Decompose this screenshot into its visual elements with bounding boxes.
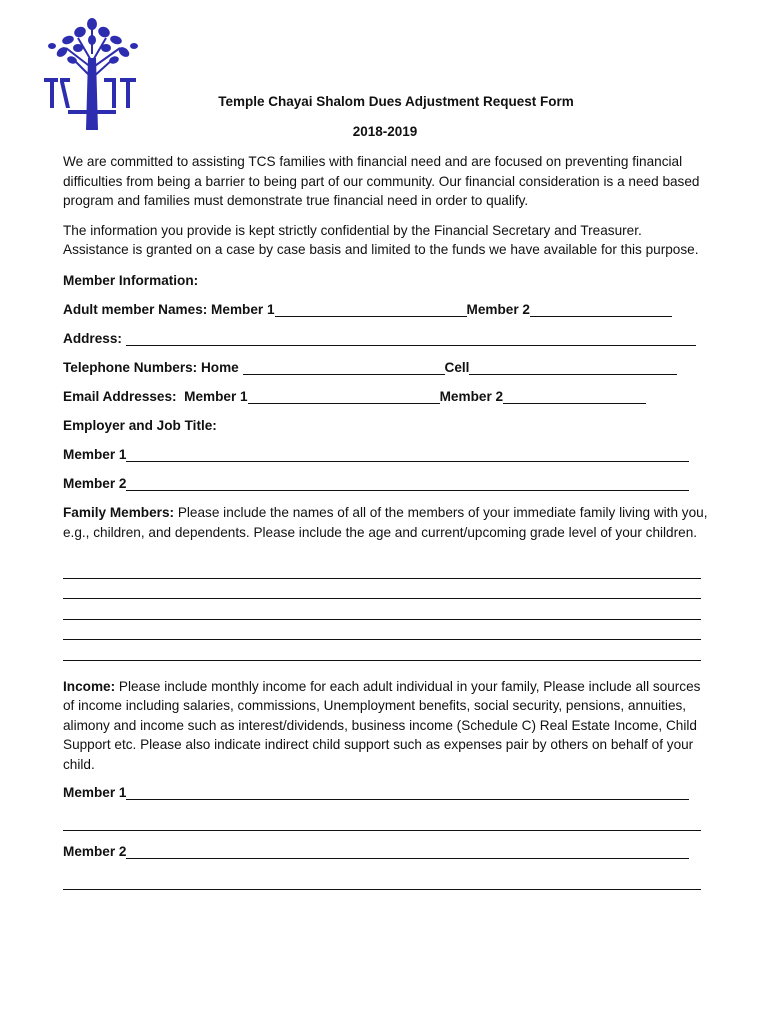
telephone-row (63, 359, 708, 377)
income-member2-line-2[interactable] (63, 861, 701, 890)
income-member2-label: Member 2 (63, 843, 127, 859)
intro-paragraph-2: The information you provide is kept strictly confidential by the Financial Secretary and Treasurer. Assistance is granted on a case by case basis and limited to the funds we have available for this purpose. (63, 222, 699, 258)
family-line-3[interactable] (63, 599, 701, 620)
address-row (63, 330, 708, 348)
adult-member2-label: Member 2 (466, 301, 530, 317)
family-line-5[interactable] (63, 640, 701, 661)
address-field[interactable] (126, 331, 696, 346)
adult-member2-field[interactable] (530, 302, 672, 317)
family-members-paragraph (63, 503, 708, 542)
email-member2-label: Member 2 (439, 388, 504, 404)
tree-logo-icon (38, 18, 146, 130)
income-member1-row (63, 784, 708, 802)
income-member1-line-2[interactable] (63, 802, 701, 831)
family-line-2[interactable] (63, 579, 701, 600)
employer-member1-field[interactable] (126, 447, 689, 462)
employer-member2-field[interactable] (126, 476, 689, 491)
home-phone-field[interactable] (243, 360, 445, 375)
family-members-lines (63, 558, 708, 661)
intro-paragraph-1: We are committed to assisting TCS families with financial need and are focused on preventing financial difficulties from being a barrier to being part of our community. Our financial consideration is a need based program and families must demonstrate true financial need in order to qualify. (63, 154, 700, 209)
form-year: 2018-2019 (352, 124, 418, 139)
family-line-1[interactable] (63, 558, 701, 579)
cell-label: Cell (444, 359, 470, 375)
employer-member1-label: Member 1 (63, 446, 127, 462)
email-member2-field[interactable] (503, 389, 646, 404)
income-paragraph (63, 677, 708, 775)
income-member1-field[interactable] (126, 785, 689, 800)
form-title: Temple Chayai Shalom Dues Adjustment Request Form (218, 94, 574, 109)
employer-member1-row (63, 446, 708, 464)
cell-phone-field[interactable] (469, 360, 677, 375)
income-label: Income: (63, 678, 116, 694)
email-member1-field[interactable] (248, 389, 440, 404)
telephone-label: Telephone Numbers: Home (63, 359, 243, 375)
employer-heading: Employer and Job Title: (63, 417, 217, 433)
income-text: Please include monthly income for each adult individual in your family, Please include all sources of income including salaries, commissions, Unemployment benefits, social security, pensions, annuities, alimony and income such as interest/dividends, business income (Schedule C) Real Estate Income, Child Support etc. Please also indicate indirect child support such as expenses pair by others on behalf of your child. (63, 678, 701, 773)
adult-names-label: Adult member Names: Member 1 (63, 301, 275, 317)
income-member1-label: Member 1 (63, 784, 127, 800)
income-member2-field[interactable] (126, 844, 689, 859)
family-members-text: Please include the names of all of the members of your immediate family living with you, e.g., children, and dependents. Please include the age and current/upcoming grade level of your children. (63, 504, 708, 540)
income-member2-row (63, 843, 708, 861)
address-label: Address: (63, 330, 126, 346)
employer-heading-row (63, 417, 708, 435)
family-line-4[interactable] (63, 620, 701, 641)
email-label: Email Addresses: Member 1 (63, 388, 248, 404)
adult-member1-field[interactable] (275, 302, 467, 317)
employer-member2-label: Member 2 (63, 475, 127, 491)
form-body (63, 152, 708, 890)
member-info-heading: Member Information: (63, 272, 199, 288)
email-row (63, 388, 708, 406)
family-members-label: Family Members: (63, 504, 175, 520)
employer-member2-row (63, 475, 708, 493)
adult-names-row (63, 301, 708, 319)
